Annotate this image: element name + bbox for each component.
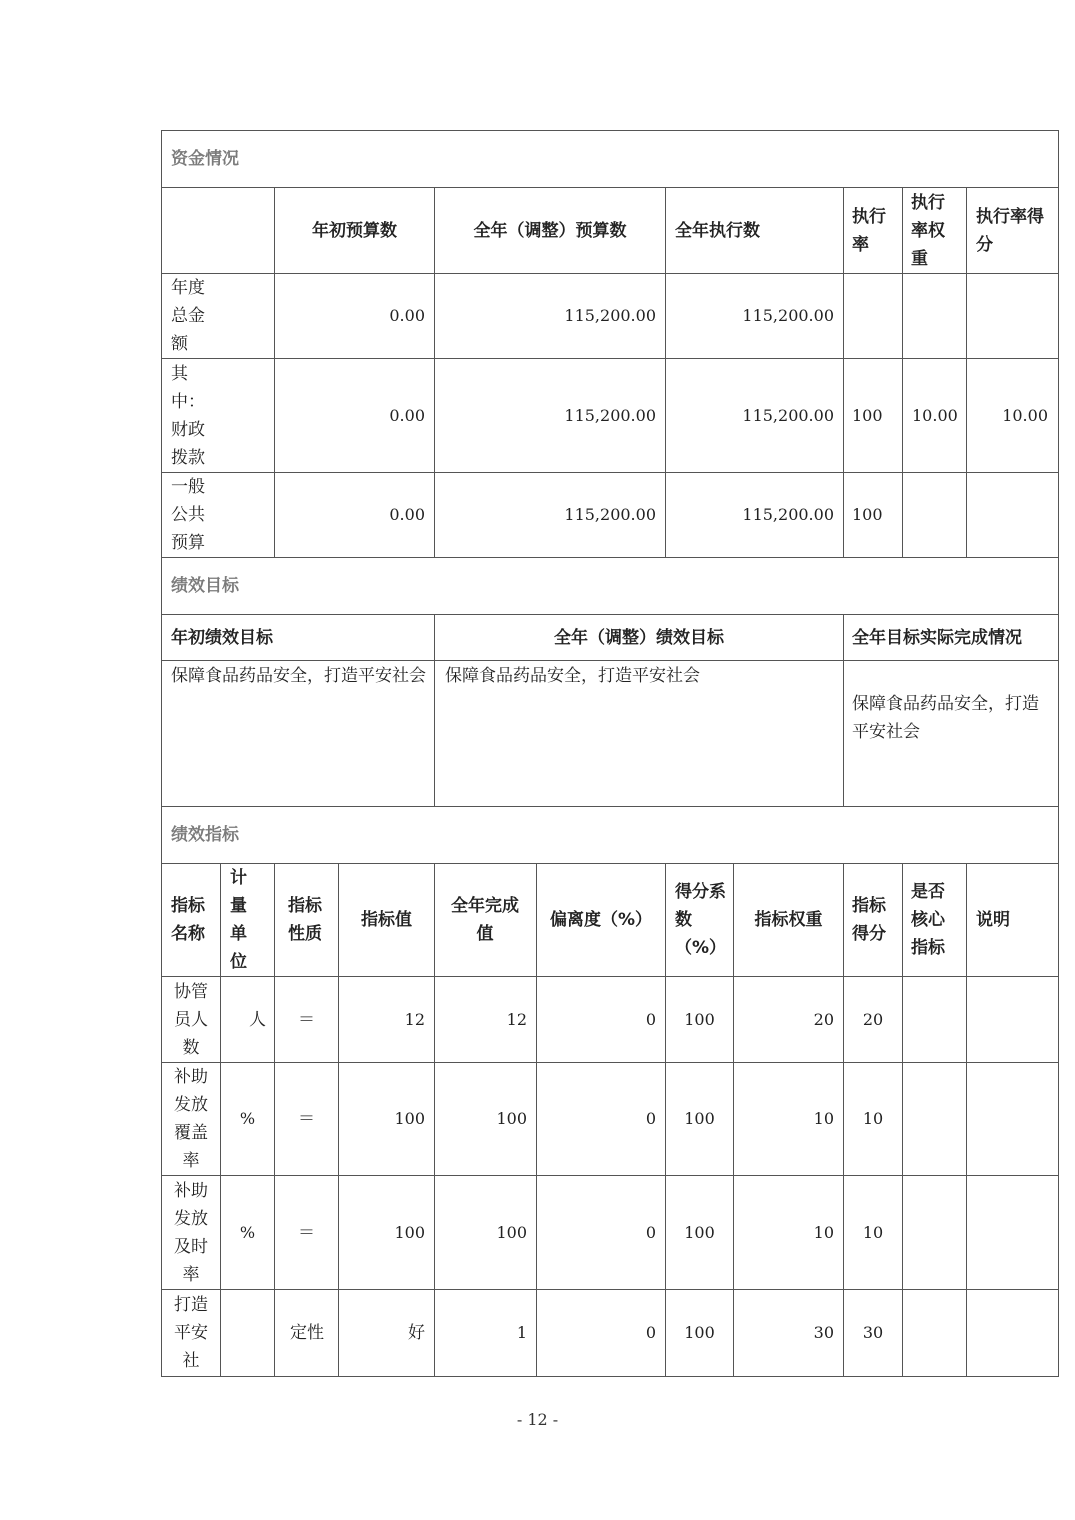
funding-row-label: 一般公共预算 xyxy=(171,477,205,553)
funding-row-executed: 115,200.00 xyxy=(742,505,834,524)
funding-row-initial: 0.00 xyxy=(389,306,425,325)
goals-section-title: 绩效目标 xyxy=(171,576,239,596)
ind-row-coef: 100 xyxy=(684,1009,715,1029)
ind-row-deviation: 0 xyxy=(645,1323,656,1342)
ind-header-weight: 指标权重 xyxy=(754,910,823,930)
funding-row-executed: 115,200.00 xyxy=(742,405,834,425)
goals-header-initial: 年初绩效目标 xyxy=(171,627,273,648)
ind-row-target: 12 xyxy=(404,1009,425,1029)
funding-row-label: 年度总金额 xyxy=(171,278,205,354)
funding-header-executed: 全年执行数 xyxy=(675,220,760,241)
ind-row-actual: 1 xyxy=(516,1323,527,1342)
funding-header-score: 执行率得分 xyxy=(976,206,1044,255)
ind-row-unit: % xyxy=(239,1109,256,1128)
ind-header-target: 指标值 xyxy=(361,910,412,930)
page-number: - 12 - xyxy=(516,1410,559,1429)
ind-row-actual: 12 xyxy=(506,1009,527,1029)
ind-row-target: 100 xyxy=(394,1109,425,1128)
ind-row-weight: 20 xyxy=(813,1009,834,1029)
funding-row-weight: 10.00 xyxy=(912,405,958,425)
ind-row-actual: 100 xyxy=(496,1222,527,1242)
ind-row-weight: 10 xyxy=(813,1222,834,1242)
ind-row-deviation: 0 xyxy=(645,1222,656,1242)
funding-section-title: 资金情况 xyxy=(171,149,239,169)
ind-header-nature: 指标性质 xyxy=(288,896,322,944)
ind-row-name: 协管员人数 xyxy=(174,981,208,1058)
funding-row-adjusted: 115,200.00 xyxy=(564,505,656,524)
funding-row-label: 其中：财政拨款 xyxy=(171,363,205,468)
ind-header-note: 说明 xyxy=(976,910,1010,930)
ind-row-nature: 定性 xyxy=(290,1323,324,1343)
funding-row-rate: 100 xyxy=(852,405,883,425)
ind-row-name: 打造平安社 xyxy=(174,1295,208,1371)
funding-row-initial: 0.00 xyxy=(389,505,425,524)
goals-value-actual: 保障食品药品安全，打造平安社会 xyxy=(852,694,1039,742)
ind-row-nature: ＝ xyxy=(298,1009,315,1030)
goals-header-actual: 全年目标实际完成情况 xyxy=(852,627,1022,648)
ind-row-unit: 人 xyxy=(249,1009,266,1030)
funding-row-score: 10.00 xyxy=(1002,405,1048,425)
ind-header-score: 指标得分 xyxy=(852,896,886,944)
ind-row-coef: 100 xyxy=(684,1323,715,1342)
goals-value-initial: 保障食品药品安全，打造平安社会 xyxy=(171,666,426,686)
ind-row-nature: ＝ xyxy=(298,1222,315,1243)
funding-row-adjusted: 115,200.00 xyxy=(564,306,656,325)
ind-row-coef: 100 xyxy=(684,1109,715,1128)
funding-header-initial: 年初预算数 xyxy=(312,220,397,241)
ind-header-deviation: 偏离度（%） xyxy=(550,910,653,930)
funding-row-rate: 100 xyxy=(852,505,883,524)
ind-row-target: 好 xyxy=(408,1323,425,1343)
funding-row-executed: 115,200.00 xyxy=(742,306,834,325)
funding-header-weight: 执行率权重 xyxy=(911,192,945,269)
goals-value-adjusted: 保障食品药品安全，打造平安社会 xyxy=(445,666,700,686)
ind-row-weight: 30 xyxy=(813,1323,834,1342)
ind-row-deviation: 0 xyxy=(645,1109,656,1128)
goals-header-adjusted: 全年（调整）绩效目标 xyxy=(554,627,724,648)
funding-header-adjusted: 全年（调整）预算数 xyxy=(473,220,627,241)
ind-header-unit: 计量单位 xyxy=(230,868,247,972)
ind-row-name: 补助发放覆盖率 xyxy=(174,1067,208,1171)
ind-header-actual: 全年完成值 xyxy=(451,896,519,944)
funding-row-initial: 0.00 xyxy=(389,405,425,425)
ind-row-score: 10 xyxy=(862,1109,884,1128)
funding-row-adjusted: 115,200.00 xyxy=(564,405,656,425)
ind-row-coef: 100 xyxy=(684,1222,715,1242)
ind-header-core: 是否核心指标 xyxy=(911,882,945,958)
ind-row-unit: % xyxy=(239,1222,256,1242)
ind-row-weight: 10 xyxy=(813,1109,834,1128)
ind-row-actual: 100 xyxy=(496,1109,527,1128)
ind-row-name: 补助发放及时率 xyxy=(174,1180,208,1285)
funding-header-rate: 执行率 xyxy=(852,206,886,255)
ind-row-score: 20 xyxy=(862,1009,884,1029)
ind-row-deviation: 0 xyxy=(645,1009,656,1029)
ind-row-score: 10 xyxy=(862,1222,884,1242)
ind-header-name: 指标名称 xyxy=(171,896,205,944)
ind-row-nature: ＝ xyxy=(298,1109,315,1129)
ind-row-target: 100 xyxy=(394,1222,425,1242)
ind-row-score: 30 xyxy=(862,1323,884,1342)
indicators-section-title: 绩效指标 xyxy=(171,825,239,845)
ind-header-coef: 得分系数（%） xyxy=(675,882,727,958)
